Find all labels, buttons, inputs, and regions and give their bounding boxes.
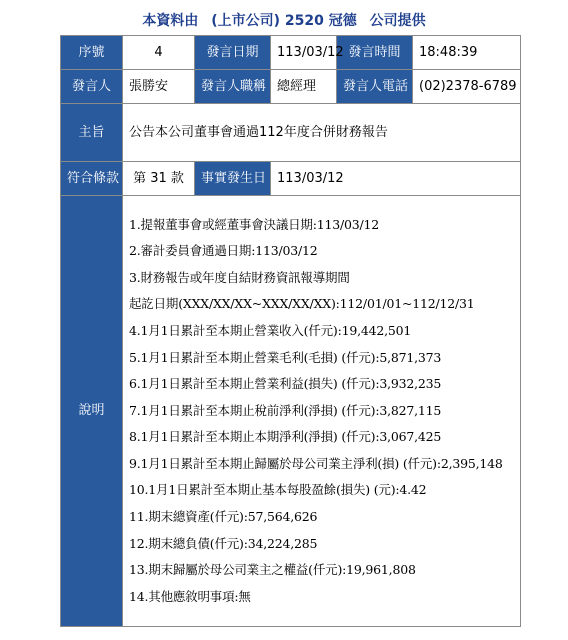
description-line: 7.1月1日累計至本期止稅前淨利(淨損) (仟元):3,827,115 <box>129 402 442 418</box>
speaker-phone-value: (02)2378-6789 <box>413 70 521 104</box>
speaker-title-label: 發言人職稱 <box>195 70 271 104</box>
seq-value: 4 <box>123 36 195 70</box>
description-line: 9.1月1日累計至本期止歸屬於母公司業主淨利(損) (仟元):2,395,148 <box>129 455 503 471</box>
row-clause <box>61 162 521 196</box>
event-date-label: 事實發生日 <box>195 162 271 196</box>
clause-value: 第 31 款 <box>123 162 195 196</box>
speaker-value: 張勝安 <box>123 70 195 104</box>
row-description <box>61 196 521 627</box>
title-company: (上市公司) 2520 冠德 <box>211 13 357 29</box>
description-line: 11.期末總資產(仟元):57,564,626 <box>129 509 318 525</box>
time-value: 18:48:39 <box>413 36 521 70</box>
subject-label: 主旨 <box>61 104 123 162</box>
description-line: 4.1月1日累計至本期止營業收入(仟元):19,442,501 <box>129 322 412 338</box>
speaker-label: 發言人 <box>61 70 123 104</box>
page-title <box>0 10 568 30</box>
description-line: 10.1月1日累計至本期止基本每股盈餘(損失) (元):4.42 <box>129 482 427 498</box>
announcement-table <box>60 35 521 627</box>
date-value: 113/03/12 <box>271 36 337 70</box>
description-line: 14.其他應敘明事項:無 <box>129 588 251 604</box>
description-line: 起訖日期(XXX/XX/XX~XXX/XX/XX):112/01/01~112/12/31 <box>129 296 475 312</box>
speaker-title-value: 總經理 <box>271 70 337 104</box>
seq-label: 序號 <box>61 36 123 70</box>
description-line: 5.1月1日累計至本期止營業毛利(毛損) (仟元):5,871,373 <box>129 349 442 365</box>
clause-label: 符合條款 <box>61 162 123 196</box>
row-subject <box>61 104 521 162</box>
description-line: 12.期末總負債(仟元):34,224,285 <box>129 535 318 551</box>
speaker-phone-label: 發言人電話 <box>337 70 413 104</box>
description-line: 6.1月1日累計至本期止營業利益(損失) (仟元):3,932,235 <box>129 376 442 392</box>
title-suffix: 公司提供 <box>369 13 426 29</box>
row-speaker <box>61 70 521 104</box>
description-line: 8.1月1日累計至本期止本期淨利(淨損) (仟元):3,067,425 <box>129 429 442 445</box>
subject-value: 公告本公司董事會通過112年度合併財務報告 <box>123 104 521 162</box>
description-line: 3.財務報告或年度自結財務資訊報導期間 <box>129 269 350 285</box>
description-label: 說明 <box>61 196 123 627</box>
event-date-value: 113/03/12 <box>271 162 521 196</box>
description-line: 1.提報董事會或經董事會決議日期:113/03/12 <box>129 216 380 232</box>
title-prefix: 本資料由 <box>142 13 199 29</box>
date-label: 發言日期 <box>195 36 271 70</box>
description-line: 2.審計委員會通過日期:113/03/12 <box>129 243 318 259</box>
description-line: 13.期末歸屬於母公司業主之權益(仟元):19,961,808 <box>129 562 416 578</box>
time-label: 發言時間 <box>337 36 413 70</box>
description-body <box>123 196 521 627</box>
row-seq-date-time <box>61 36 521 70</box>
